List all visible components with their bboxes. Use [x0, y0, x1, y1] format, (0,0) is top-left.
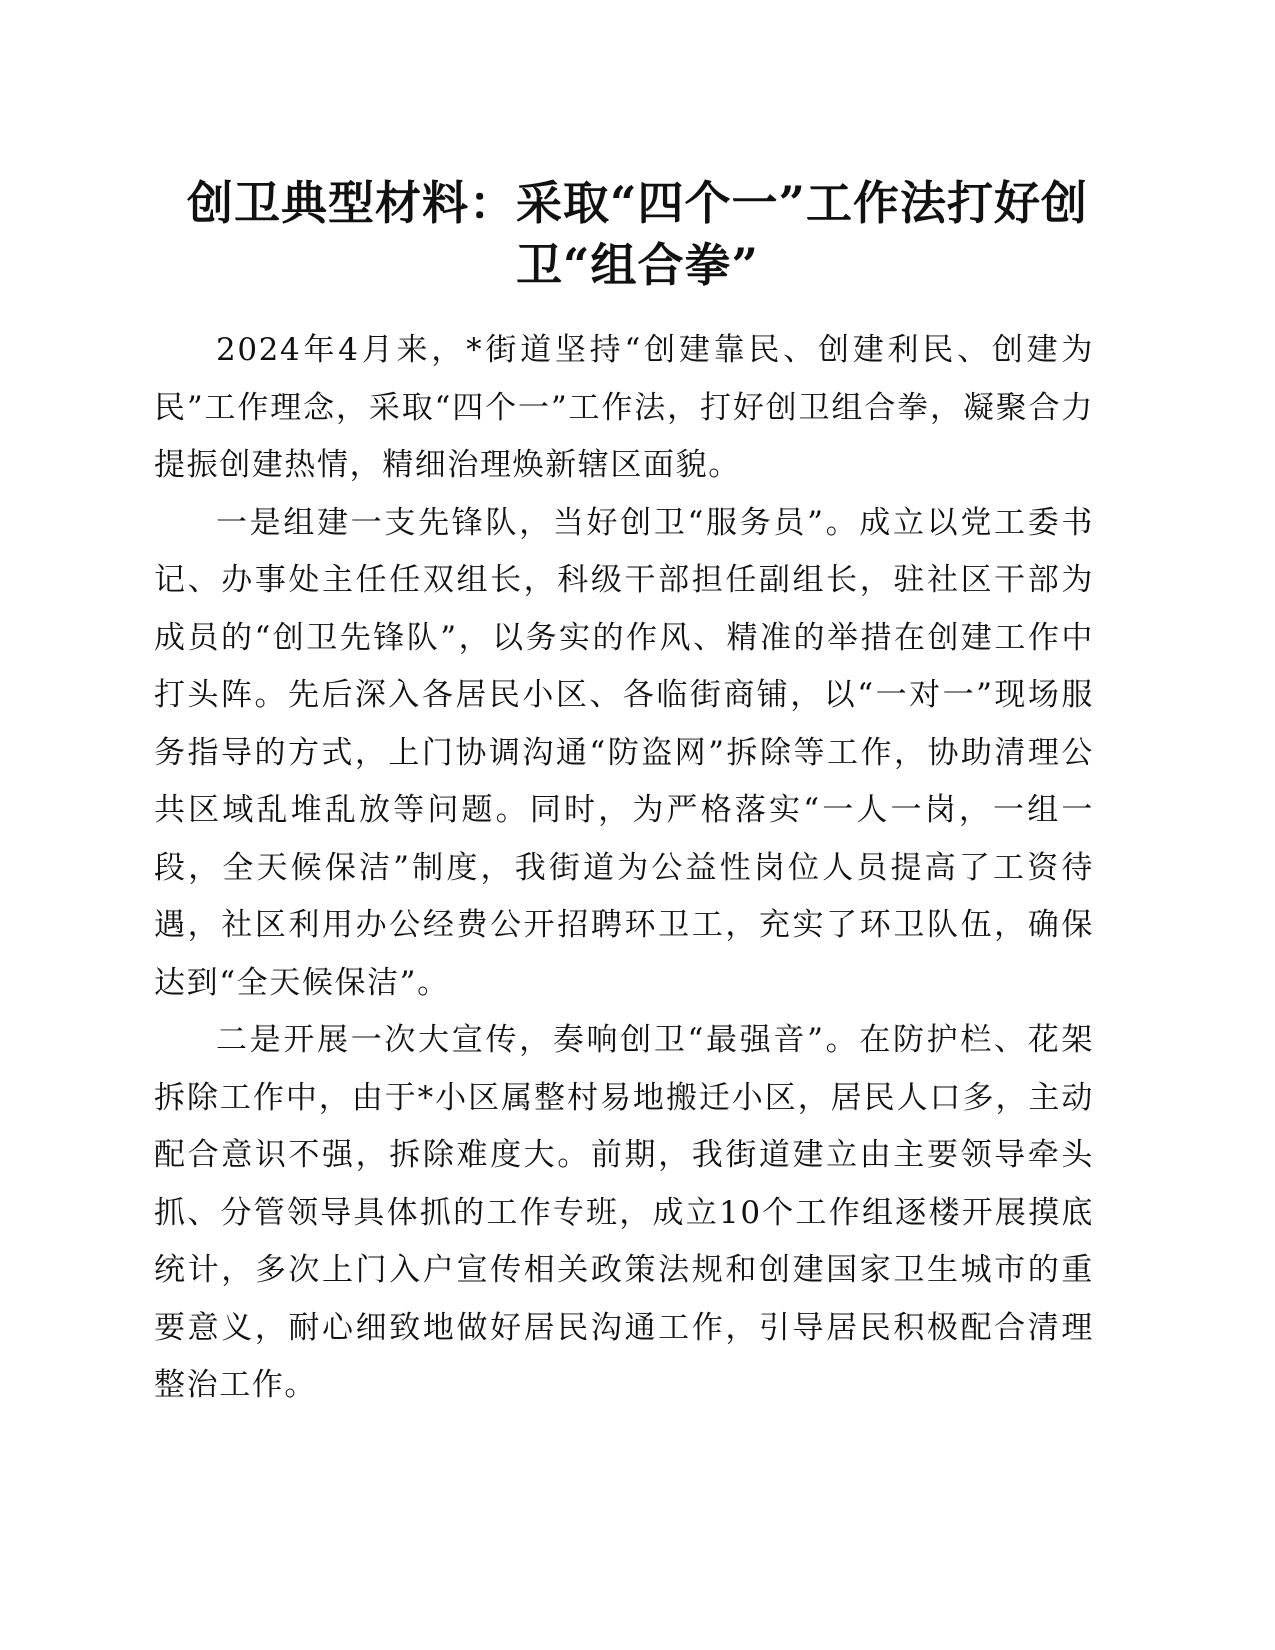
title-line-1: 创卫典型材料：采取“四个一”工作法打好创 [187, 176, 1088, 230]
document-body [154, 322, 1094, 1415]
paragraph-vanguard-team: 一是组建一支先锋队，当好创卫“服务员”。成立以党工委书记、办事处主任任双组长，科级干部担任副组长，驻社区干部为成员的“创卫先锋队”，以务实的作风、精准的举措在创建工作中打头阵。先后深入各居民小区、各临街商铺，以“一对一”现场服务指导的方式，上门协调沟通“防盗网”拆除等工作，协助清理公共区域乱堆乱放等问题。同时，为严格落实“一人一岗，一组一段，全天候保洁”制度，我街道为公益性岗位人员提高了工资待遇，社区利用办公经费公开招聘环卫工，充实了环卫队伍，确保达到“全天候保洁”。 [154, 504, 1094, 1001]
paragraph-intro: 2024年4月来，*街道坚持“创建靠民、创建利民、创建为民”工作理念，采取“四个一”工作法，打好创卫组合拳，凝聚合力提振创建热情，精细治理焕新辖区面貌。 [154, 332, 1094, 483]
document-title [120, 172, 1155, 296]
title-line-2: 卫“组合拳” [516, 238, 759, 292]
paragraph-publicity: 二是开展一次大宣传，奏响创卫“最强音”。在防护栏、花架拆除工作中，由于*小区属整村易地搬迁小区，居民人口多，主动配合意识不强，拆除难度大。前期，我街道建立由主要领导牵头抓、分管领导具体抓的工作专班，成立10个工作组逐楼开展摸底统计，多次上门入户宣传相关政策法规和创建国家卫生城市的重要意义，耐心细致地做好居民沟通工作，引导居民积极配合清理整治工作。 [154, 1022, 1094, 1403]
